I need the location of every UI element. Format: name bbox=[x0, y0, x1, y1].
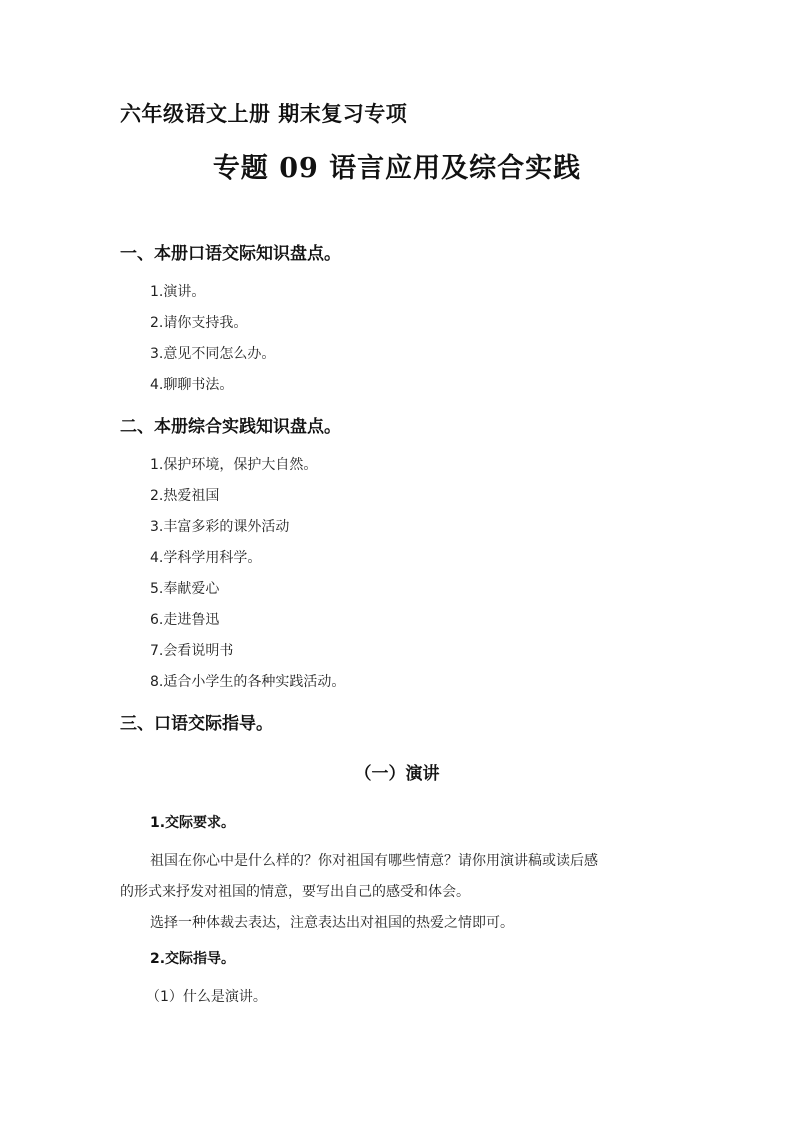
point-heading-1: 1.交际要求。 bbox=[150, 815, 236, 831]
list-item: 1.演讲。 bbox=[150, 284, 206, 300]
list-item: 5.奉献爱心 bbox=[150, 581, 220, 597]
section-heading-1: 一、本册口语交际知识盘点。 bbox=[120, 244, 341, 264]
section-heading-2: 二、本册综合实践知识盘点。 bbox=[120, 417, 341, 437]
document-subtitle: 六年级语文上册 期末复习专项 bbox=[120, 101, 408, 126]
list-item: 3.丰富多彩的课外活动 bbox=[150, 519, 290, 535]
list-item: （1）什么是演讲。 bbox=[146, 989, 267, 1005]
point-heading-2: 2.交际指导。 bbox=[150, 951, 236, 967]
document-title: 专题 09 语言应用及综合实践 bbox=[212, 153, 582, 184]
list-item: 8.适合小学生的各种实践活动。 bbox=[150, 674, 346, 690]
list-item: 4.聊聊书法。 bbox=[150, 377, 234, 393]
list-item: 3.意见不同怎么办。 bbox=[150, 346, 276, 362]
list-item: 7.会看说明书 bbox=[150, 643, 234, 659]
sub-heading: （一）演讲 bbox=[354, 764, 440, 784]
section-heading-3: 三、口语交际指导。 bbox=[120, 714, 273, 734]
list-item: 1.保护环境，保护大自然。 bbox=[150, 457, 318, 473]
paragraph: 选择一种体裁去表达，注意表达出对祖国的热爱之情即可。 bbox=[150, 915, 514, 931]
paragraph-line: 的形式来抒发对祖国的情意，要写出自己的感受和体会。 bbox=[120, 884, 470, 900]
list-item: 4.学科学用科学。 bbox=[150, 550, 262, 566]
list-item: 2.请你支持我。 bbox=[150, 315, 248, 331]
paragraph-line: 祖国在你心中是什么样的？你对祖国有哪些情意？请你用演讲稿或读后感 bbox=[150, 853, 598, 869]
list-item: 6.走进鲁迅 bbox=[150, 612, 220, 628]
list-item: 2.热爱祖国 bbox=[150, 488, 220, 504]
